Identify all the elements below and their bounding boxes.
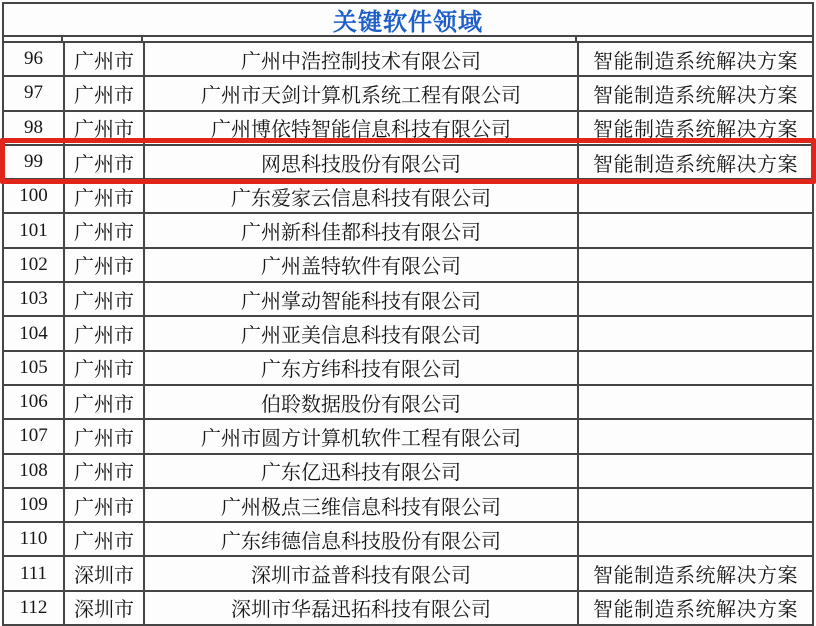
table-row-highlighted xyxy=(4,146,814,180)
table-row xyxy=(4,592,814,626)
company-cell: 广州中浩控制技术有限公司 xyxy=(145,43,579,77)
table-row xyxy=(4,352,814,386)
company-cell: 广州新科佳都科技有限公司 xyxy=(145,214,579,248)
table-row xyxy=(4,283,814,317)
city-cell: 广州市 xyxy=(65,146,145,180)
company-cell: 网思科技股份有限公司 xyxy=(145,146,579,180)
category-cell xyxy=(579,317,814,351)
row-number-cell: 101 xyxy=(4,214,65,248)
row-number-cell: 112 xyxy=(4,592,65,626)
table-row xyxy=(4,420,814,454)
category-cell xyxy=(579,489,814,523)
category-cell: 智能制造系统解决方案 xyxy=(579,592,814,626)
category-cell: 智能制造系统解决方案 xyxy=(579,112,814,146)
table-row xyxy=(4,386,814,420)
row-number-cell: 108 xyxy=(4,455,65,489)
company-cell: 广州市天剑计算机系统工程有限公司 xyxy=(145,77,579,111)
city-cell: 广州市 xyxy=(65,112,145,146)
category-cell: 智能制造系统解决方案 xyxy=(579,146,814,180)
table-row xyxy=(4,77,814,111)
table-row xyxy=(4,489,814,523)
category-cell xyxy=(579,386,814,420)
companies-table xyxy=(2,41,814,626)
company-cell: 广州市圆方计算机软件工程有限公司 xyxy=(145,420,579,454)
city-cell: 广州市 xyxy=(65,523,145,557)
company-cell: 深圳市华磊迅拓科技有限公司 xyxy=(145,592,579,626)
city-cell: 广州市 xyxy=(65,214,145,248)
row-number-cell: 103 xyxy=(4,283,65,317)
table-row xyxy=(4,523,814,557)
category-cell xyxy=(579,249,814,283)
table-row xyxy=(4,249,814,283)
category-cell xyxy=(579,523,814,557)
city-cell: 广州市 xyxy=(65,455,145,489)
table-row xyxy=(4,317,814,351)
city-cell: 广州市 xyxy=(65,77,145,111)
category-cell xyxy=(579,180,814,214)
table-title: 关键软件领域 xyxy=(333,9,483,36)
table-row xyxy=(4,43,814,77)
row-number-cell: 111 xyxy=(4,557,65,591)
category-cell: 智能制造系统解决方案 xyxy=(579,557,814,591)
table-title-row xyxy=(2,2,814,37)
row-number-cell: 102 xyxy=(4,249,65,283)
row-number-cell: 98 xyxy=(4,112,65,146)
company-cell: 广东方纬科技有限公司 xyxy=(145,352,579,386)
row-number-cell: 110 xyxy=(4,523,65,557)
company-cell: 伯聆数据股份有限公司 xyxy=(145,386,579,420)
row-number-cell: 97 xyxy=(4,77,65,111)
category-cell xyxy=(579,420,814,454)
table-row xyxy=(4,214,814,248)
city-cell: 深圳市 xyxy=(65,592,145,626)
row-number-cell: 106 xyxy=(4,386,65,420)
table-row xyxy=(4,557,814,591)
city-cell: 广州市 xyxy=(65,386,145,420)
city-cell: 广州市 xyxy=(65,180,145,214)
row-number-cell: 100 xyxy=(4,180,65,214)
category-cell xyxy=(579,352,814,386)
company-cell: 广州盖特软件有限公司 xyxy=(145,249,579,283)
city-cell: 广州市 xyxy=(65,249,145,283)
row-number-cell: 109 xyxy=(4,489,65,523)
company-cell: 广东爱家云信息科技有限公司 xyxy=(145,180,579,214)
company-cell: 广州博依特智能信息科技有限公司 xyxy=(145,112,579,146)
city-cell: 深圳市 xyxy=(65,557,145,591)
category-cell xyxy=(579,214,814,248)
row-number-cell: 107 xyxy=(4,420,65,454)
company-cell: 广东纬德信息科技股份有限公司 xyxy=(145,523,579,557)
category-cell: 智能制造系统解决方案 xyxy=(579,43,814,77)
row-number-cell: 96 xyxy=(4,43,65,77)
table-row xyxy=(4,455,814,489)
company-cell: 广州极点三维信息科技有限公司 xyxy=(145,489,579,523)
city-cell: 广州市 xyxy=(65,489,145,523)
company-cell: 深圳市益普科技有限公司 xyxy=(145,557,579,591)
category-cell: 智能制造系统解决方案 xyxy=(579,77,814,111)
city-cell: 广州市 xyxy=(65,317,145,351)
row-number-cell: 104 xyxy=(4,317,65,351)
row-number-cell: 99 xyxy=(4,146,65,180)
table-row xyxy=(4,112,814,146)
category-cell xyxy=(579,455,814,489)
company-cell: 广州亚美信息科技有限公司 xyxy=(145,317,579,351)
table-row xyxy=(4,180,814,214)
city-cell: 广州市 xyxy=(65,420,145,454)
city-cell: 广州市 xyxy=(65,43,145,77)
category-cell xyxy=(579,283,814,317)
city-cell: 广州市 xyxy=(65,283,145,317)
company-cell: 广州掌动智能科技有限公司 xyxy=(145,283,579,317)
company-cell: 广东亿迅科技有限公司 xyxy=(145,455,579,489)
row-number-cell: 105 xyxy=(4,352,65,386)
city-cell: 广州市 xyxy=(65,352,145,386)
